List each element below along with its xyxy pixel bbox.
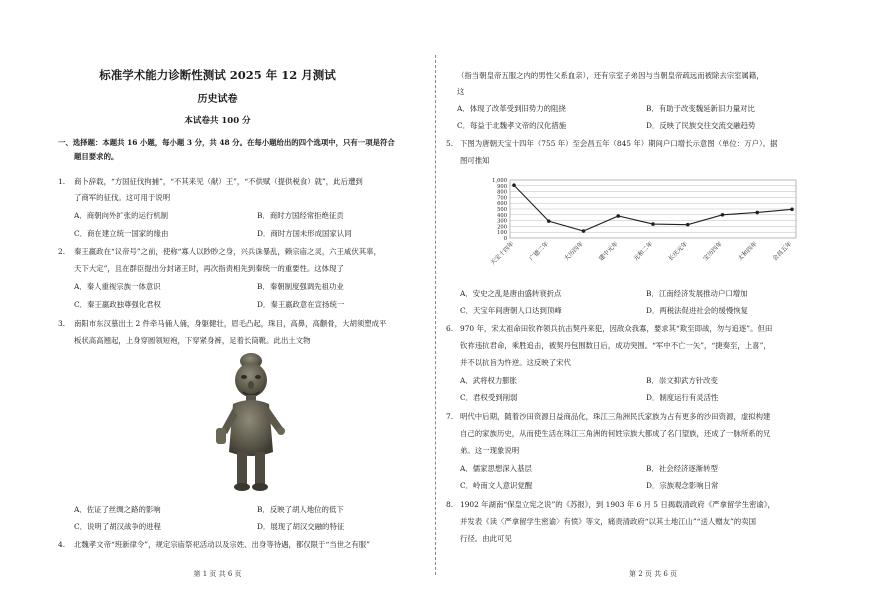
x-tick-label: 长庆元年 bbox=[667, 240, 690, 263]
option-b: B．反映了胡人地位的低下 bbox=[257, 505, 344, 514]
option-c: C．君权受到削弱 bbox=[460, 393, 518, 402]
subject-title: 历史试卷 bbox=[197, 94, 238, 105]
data-point bbox=[686, 223, 690, 227]
option-a: A．武将权力膨胀 bbox=[460, 376, 518, 385]
question-stem: 自己的家族历史，从而使生活在珠江三角洲的何姓宗族大都成了名门望族，还成了一脉所系的兄 bbox=[460, 429, 771, 438]
question-stem: 并发表《读〈严拿留学生密谕〉有愤》等文，痛责清政府“以其土地江山”“送人赠友”的卖国 bbox=[460, 517, 756, 526]
question-number: 2. bbox=[58, 247, 66, 256]
x-tick-label: 建中元年 bbox=[597, 240, 620, 263]
question-number: 3. bbox=[58, 319, 66, 328]
y-tick-label: 300 bbox=[497, 218, 507, 225]
x-tick-label: 元和二年 bbox=[632, 240, 655, 263]
option-d: D．秦王嬴政意在宣扬统一 bbox=[257, 300, 345, 309]
question-stem: 这 bbox=[457, 87, 465, 96]
question-stem: 明代中后期，随着沙田资源日益商品化，珠江三角洲民氏家族为占有更多的沙田资源，虚拟构建 bbox=[460, 412, 771, 421]
x-tick-label: 天宝十四年 bbox=[489, 240, 516, 267]
y-tick-label: 200 bbox=[497, 224, 507, 231]
option-d: D．宗族观念影响日常 bbox=[646, 481, 719, 490]
y-tick-label: 400 bbox=[497, 212, 507, 219]
data-point bbox=[547, 219, 551, 223]
option-d: D．反映了民族交往交流交融趋势 bbox=[646, 121, 756, 130]
option-b: B．秦朝制度强调先祖功业 bbox=[257, 282, 344, 291]
option-a: A．商朝向外扩张的运行机制 bbox=[74, 211, 169, 220]
question-stem: 并不以抗旨为忤逆。这反映了宋代 bbox=[460, 358, 571, 367]
question-number: 5. bbox=[446, 139, 454, 148]
page-footer: 第 1 页 共 6 页 bbox=[193, 570, 242, 578]
option-b: B．崇文抑武方针改变 bbox=[646, 376, 718, 385]
y-tick-label: 700 bbox=[497, 195, 507, 202]
option-b: B．江南经济发展推动户口增加 bbox=[646, 289, 748, 298]
data-point bbox=[721, 213, 725, 217]
data-point bbox=[755, 211, 759, 215]
x-tick-label: 会昌五年 bbox=[771, 240, 794, 263]
option-d: D．商时方国未形成国家认同 bbox=[257, 229, 352, 238]
x-tick-label: 广德二年 bbox=[528, 240, 551, 263]
question-stem: 秦王嬴政在“议帝号”之前，使称“寡人以眇眇之身，兴兵诛暴乱，赖宗庙之灵，六王咸伏其辜， bbox=[74, 247, 381, 256]
page-2 bbox=[436, 0, 870, 615]
option-a: A．安史之乱是唐由盛转衰折点 bbox=[460, 289, 562, 298]
y-tick-label: 1,000 bbox=[492, 178, 507, 184]
data-point bbox=[651, 222, 655, 226]
question-number: 8. bbox=[446, 500, 454, 509]
question-stem: 弟。这一现象说明 bbox=[460, 446, 520, 455]
x-tick-label: 太和四年 bbox=[736, 240, 759, 263]
pottery-figurine-image bbox=[213, 352, 293, 494]
data-point bbox=[790, 207, 794, 211]
question-number: 1. bbox=[58, 177, 66, 186]
question-stem: 北魏孝文帝“班新律令”，规定宗庙祭祀活动以及宗姓、出身等待遇，都仅限于“当世之有服” bbox=[74, 540, 370, 549]
question-number: 7. bbox=[446, 412, 454, 421]
data-point bbox=[512, 183, 516, 187]
question-stem: 板状高高翘起，上身穿圆领短袍，下穿紧身裤，足着长筒靴。此出土文物 bbox=[74, 336, 311, 345]
section-heading-cont: 题目要求的。 bbox=[74, 152, 119, 161]
option-c: C．说明了胡汉战争的进程 bbox=[74, 522, 161, 531]
option-b: B．有助于改变魏延新旧力量对比 bbox=[646, 104, 755, 113]
question-number: 4. bbox=[58, 540, 66, 549]
question-number: 6. bbox=[446, 324, 454, 333]
option-a: A．儒家思想深入基层 bbox=[460, 464, 532, 473]
data-point bbox=[582, 229, 586, 233]
question-stem: 钦祚违抗君命，乘胜追击，被契丹包围数日后，成功突围。“军中不亡一矢”，“捷奏至，上喜”， bbox=[460, 341, 771, 350]
y-tick-label: 500 bbox=[497, 207, 507, 213]
option-d: D．展现了胡汉交融的特征 bbox=[257, 522, 345, 531]
household-line-chart bbox=[480, 172, 810, 282]
option-c: C．每益于北魏孝文帝的汉化措施 bbox=[457, 121, 567, 130]
page-footer: 第 2 页 共 6 页 bbox=[628, 570, 678, 578]
option-d: D．制度运行有灵活性 bbox=[646, 393, 719, 402]
data-point bbox=[616, 214, 620, 218]
y-tick-label: 800 bbox=[497, 189, 507, 196]
option-c: C．岭南文人意识觉醒 bbox=[460, 481, 533, 490]
option-b: B．社会经济逐渐转型 bbox=[646, 464, 718, 473]
question-stem: 南阳市东汉墓出土 2 件牵马俑人俑，身躯健壮，眉毛凸起，珠目，高鼻，高颧骨，大胡须塑成平 bbox=[74, 319, 387, 328]
question-stem: 商卜辞载，“方国征伐拘捕”，“不其来见（献）王”，“不供赋（提供税食）就”，此后遭到 bbox=[74, 177, 363, 186]
y-tick-label: 0 bbox=[503, 236, 507, 242]
section-heading: 一、选择题：本题共 16 小题，每小题 3 分，共 48 分。在每小题给出的四个选项中，只有一项是符合 bbox=[58, 138, 395, 147]
option-c: C．商在建立统一国家的缘由 bbox=[74, 229, 169, 238]
option-a: A．体现了改革受到旧势力的阻挠 bbox=[457, 104, 566, 113]
x-tick-label: 大历四年 bbox=[562, 240, 585, 263]
option-a: A．秦人重视宗族一体意识 bbox=[74, 282, 161, 291]
y-tick-label: 100 bbox=[497, 230, 507, 237]
question-stem: 970 年，宋太祖命田钦祚领兵抗击契丹来犯，因敌众我寡，要求其“欺至即战，勿与追逐”。但田 bbox=[460, 324, 773, 333]
option-a: A．佐证了丝绸之路的影响 bbox=[74, 505, 161, 514]
question-stem: （指当朝皇帝五服之内的男性父系血亲），还有宗室子弟因与当朝皇帝疏远而被除去宗室属籍， bbox=[457, 71, 764, 80]
option-d: D．两税法促进社会的缓慢恢复 bbox=[646, 306, 749, 315]
y-tick-label: 600 bbox=[497, 201, 507, 208]
exam-title: 标准学术能力诊断性测试 2025 年 12 月测试 bbox=[99, 68, 336, 82]
x-tick-label: 宝历四年 bbox=[701, 240, 724, 263]
total-score: 本试卷共 100 分 bbox=[184, 116, 251, 126]
option-c: C．秦王嬴政独尊强化君权 bbox=[74, 300, 161, 309]
question-stem: 天下大定”，且在群臣提出分封诸王时，再次指责相先到秦统一的重要性。这体现了 bbox=[74, 264, 344, 273]
question-stem: 行径。由此可见 bbox=[460, 534, 512, 543]
y-tick-label: 900 bbox=[497, 183, 507, 190]
question-stem: 下图为唐朝天宝十四年（755 年）至会昌五年（845 年）期间户口增长示意图（单位：万户）。据 bbox=[460, 139, 778, 148]
option-b: B．商时方国经常拒绝征贡 bbox=[257, 211, 344, 220]
question-stem: 了商军的征伐。这可用于说明 bbox=[74, 193, 171, 202]
question-stem: 图可推知 bbox=[460, 156, 490, 165]
option-c: C．天宝年间唐朝人口达到顶峰 bbox=[460, 306, 562, 315]
question-stem: 1902 年湖南“保皇立宪之说”的《苏报》，到 1903 年 6 月 5 日揭载清政府《严拿留学生密谕》， bbox=[460, 500, 775, 509]
